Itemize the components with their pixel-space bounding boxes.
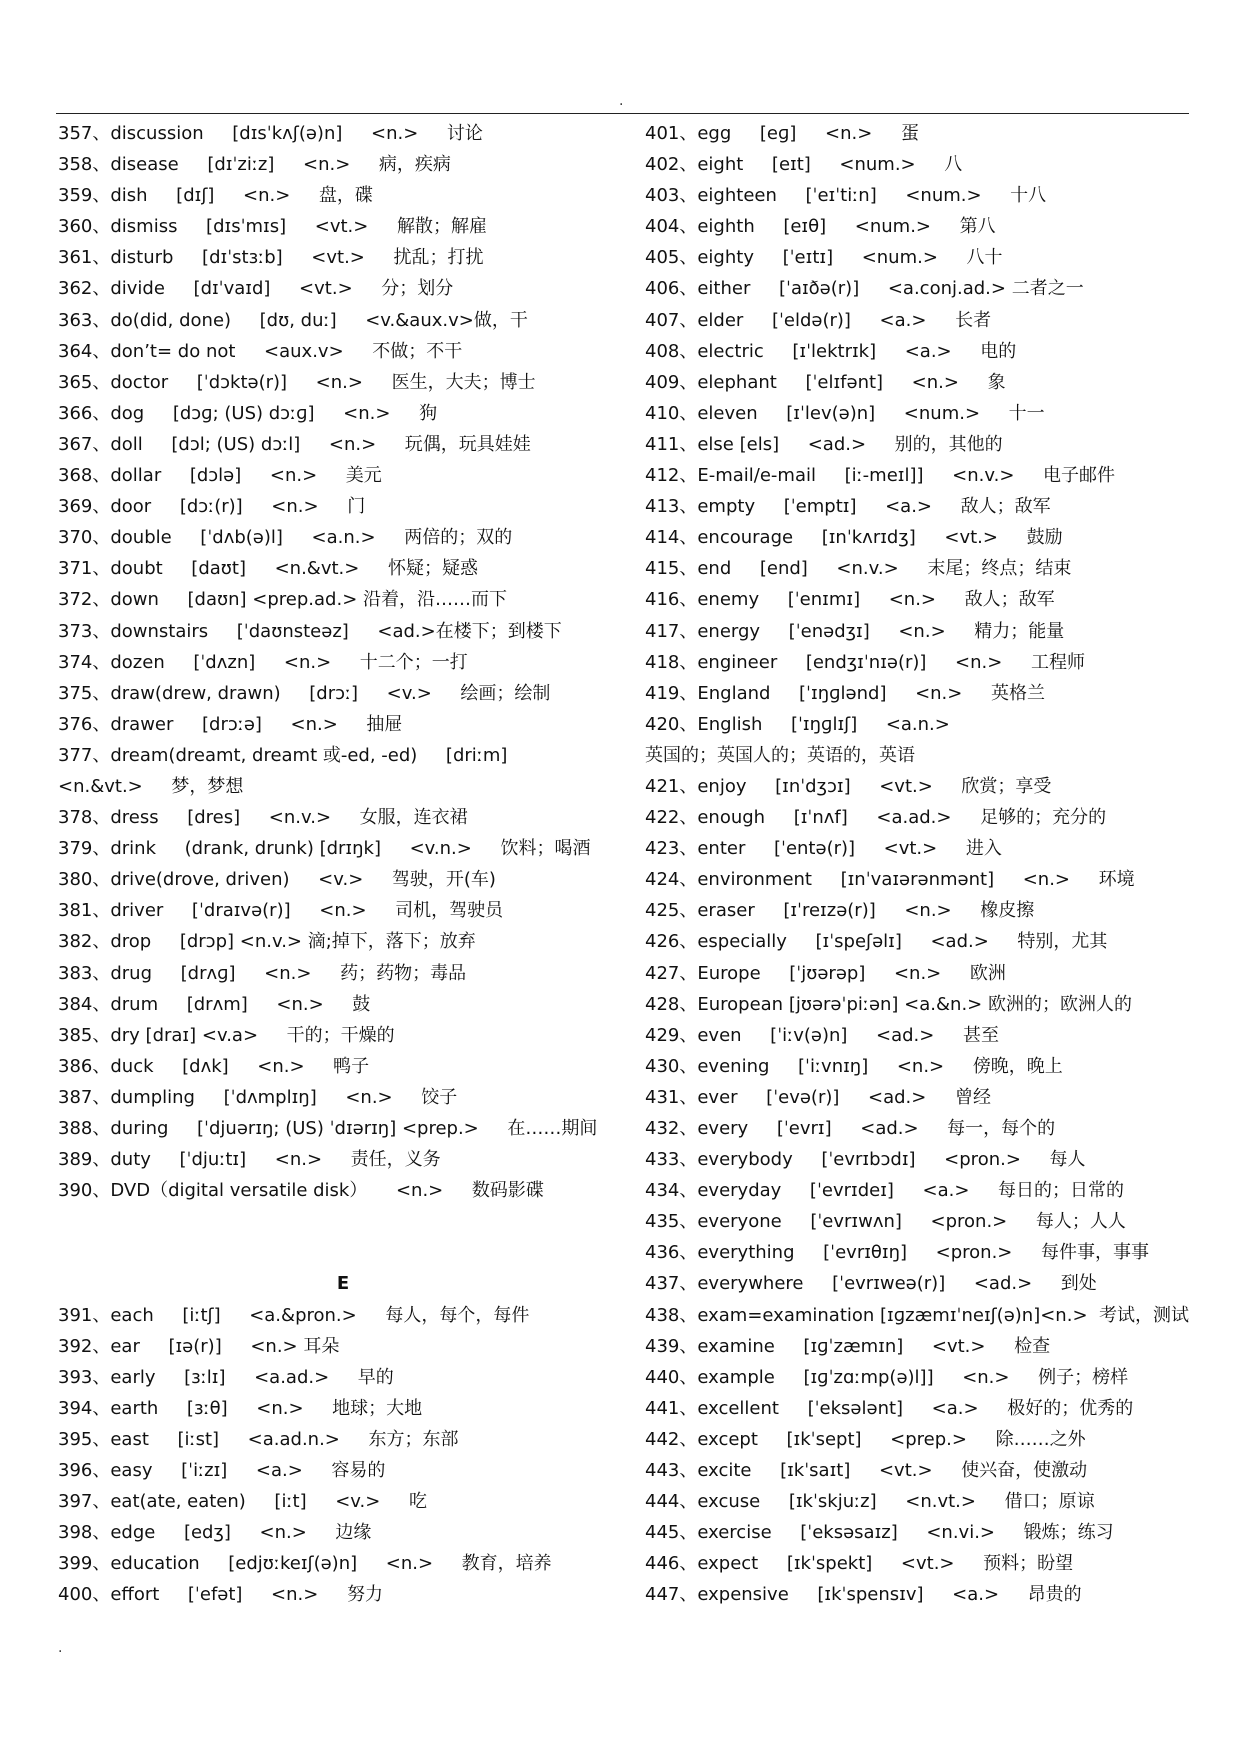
vocab-entry <box>58 1486 628 1517</box>
entry-text: 446、expect [ɪkˈspekt] <vt.> 预料；盼望 <box>645 1553 1074 1575</box>
entry-text: 389、duty [ˈdjuːtɪ] <n.> 责任，义务 <box>58 1149 441 1171</box>
vocab-entry <box>645 1082 1205 1113</box>
vocab-entry <box>58 989 628 1020</box>
vocab-entry <box>645 242 1205 273</box>
vocab-entry <box>58 211 628 242</box>
vocab-entry <box>645 1424 1205 1455</box>
entry-text: 381、driver [ˈdraɪvə(r)] <n.> 司机，驾驶员 <box>58 900 504 922</box>
entry-text: 407、elder [ˈeldə(r)] <a.> 长者 <box>645 309 992 331</box>
entry-text: 397、eat(ate, eaten) [iːt] <v.> 吃 <box>58 1491 427 1513</box>
vocab-entry <box>645 864 1205 895</box>
vocab-entry <box>645 1144 1205 1175</box>
vocab-entry <box>58 1051 628 1082</box>
vocab-entry <box>58 1455 628 1486</box>
vocab-entry <box>58 864 628 895</box>
entry-text: 437、everywhere [ˈevrɪweə(r)] <ad.> 到处 <box>645 1273 1097 1295</box>
vocab-entry <box>645 1113 1205 1144</box>
vocab-entry <box>58 616 628 647</box>
entry-text: 359、dish [dɪʃ] <n.> 盘，碟 <box>58 185 373 207</box>
vocab-entry <box>58 1082 628 1113</box>
vocab-entry <box>58 1020 628 1051</box>
vocab-entry <box>58 398 628 429</box>
entry-text: 376、drawer [drɔːə] <n.> 抽屉 <box>58 713 403 735</box>
entry-text: 406、either [ˈaɪðə(r)] <a.conj.ad.> 二者之一 <box>645 278 1084 300</box>
entry-text: 428、European [jʊərəˈpiːən] <a.&n.> 欧洲的；欧洲人的 <box>645 993 1132 1015</box>
entry-text: 434、everyday [ˈevrɪdeɪ] <a.> 每日的；日常的 <box>645 1180 1125 1202</box>
top-dot-mark: . <box>619 93 624 109</box>
entry-text: 375、draw(drew, drawn) [drɔː] <v.> 绘画；绘制 <box>58 682 551 704</box>
entry-text: 435、everyone [ˈevrɪwʌn] <pron.> 每人；人人 <box>645 1211 1126 1233</box>
entry-text: 415、end [end] <n.v.> 末尾；终点；结束 <box>645 558 1072 580</box>
vocab-entry <box>645 118 1205 149</box>
vocab-entry <box>58 180 628 211</box>
bottom-dot-mark: . <box>58 1640 63 1656</box>
vocab-entry <box>645 1206 1205 1237</box>
entry-text: 366、dog [dɔɡ; (US) dɔːɡ] <n.> 狗 <box>58 402 438 424</box>
entry-text: 447、expensive [ɪkˈspensɪv] <a.> 昂贵的 <box>645 1584 1082 1606</box>
vocab-entry <box>645 460 1205 491</box>
entry-text: 429、even [ˈiːv(ə)n] <ad.> 甚至 <box>645 1024 999 1046</box>
entry-text: 360、dismiss [dɪsˈmɪs] <vt.> 解散；解雇 <box>58 216 487 238</box>
entry-text: 367、doll [dɔl; (US) dɔːl] <n.> 玩偶，玩具娃娃 <box>58 433 531 455</box>
entry-text: 414、encourage [ɪnˈkʌrɪdʒ] <vt.> 鼓励 <box>645 527 1063 549</box>
vocab-entry <box>645 180 1205 211</box>
entry-text: 379、drink (drank, drunk) [drɪŋk] <v.n.> 饮料；喝酒 <box>58 838 591 860</box>
entry-text: 413、empty [ˈemptɪ] <a.> 敌人；敌军 <box>645 496 1051 518</box>
vocab-entry <box>645 553 1205 584</box>
entry-text: 380、drive(drove, driven) <v.> 驾驶，开(车) <box>58 869 496 891</box>
entry-text: 417、energy [ˈenədʒɪ] <n.> 精力；能量 <box>645 620 1065 642</box>
entry-text: 419、England [ˈɪŋɡlənd] <n.> 英格兰 <box>645 682 1045 704</box>
vocab-entry <box>58 647 628 678</box>
entry-text: 365、doctor [ˈdɔktə(r)] <n.> 医生，大夫；博士 <box>58 371 536 393</box>
vocab-entry <box>645 429 1205 460</box>
vocab-entry <box>645 833 1205 864</box>
entry-text: 412、E-mail/e-mail [iː-meɪl]] <n.v.> 电子邮件 <box>645 465 1116 487</box>
entry-text: 361、disturb [dɪˈstɜːb] <vt.> 扰乱；打扰 <box>58 247 484 269</box>
entry-text: 418、engineer [endʒɪˈnɪə(r)] <n.> 工程师 <box>645 651 1085 673</box>
entry-text: 420、English [ˈɪŋɡlɪʃ] <a.n.> <box>645 713 950 735</box>
vocab-entry <box>645 647 1205 678</box>
entry-text: 438、exam=examination [ɪɡzæmɪˈneɪʃ(ə)n]<n.> 考试，测试 <box>645 1304 1189 1326</box>
entry-text: 405、eighty [ˈeɪtɪ] <num.> 八十 <box>645 247 1003 269</box>
vocab-entry <box>645 926 1205 957</box>
entry-text: 439、examine [ɪɡˈzæmɪn] <vt.> 检查 <box>645 1335 1051 1357</box>
entry-text: 423、enter [ˈentə(r)] <vt.> 进入 <box>645 838 1002 860</box>
vocab-entry <box>58 1393 628 1424</box>
vocab-entry <box>645 709 1205 740</box>
vocab-entry <box>58 895 628 926</box>
vocab-entry <box>58 1331 628 1362</box>
vocab-entry <box>58 1579 628 1610</box>
entry-text: 377、dream(dreamt, dreamt 或-ed, -ed) [driːm] <box>58 744 508 766</box>
vocab-entry <box>58 553 628 584</box>
entry-text: 431、ever [ˈevə(r)] <ad.> 曾经 <box>645 1086 991 1108</box>
entry-text: 443、excite [ɪkˈsaɪt] <vt.> 使兴奋，使激动 <box>645 1460 1088 1482</box>
entry-text: 393、early [ɜːlɪ] <a.ad.> 早的 <box>58 1366 394 1388</box>
entry-text: <n.&vt.> 梦，梦想 <box>58 775 244 797</box>
entry-text: 433、everybody [ˈevrɪbɔdɪ] <pron.> 每人 <box>645 1149 1086 1171</box>
vocab-entry <box>58 678 628 709</box>
entry-text: 372、down [daʊn] <prep.ad.> 沿着，沿……而下 <box>58 589 507 611</box>
entry-text: 402、eight [eɪt] <num.> 八 <box>645 154 963 176</box>
vocab-entry <box>58 1113 628 1144</box>
entry-text: 416、enemy [ˈenɪmɪ] <n.> 敌人；敌军 <box>645 589 1055 611</box>
entry-text: 英国的；英国人的；英语的，英语 <box>645 744 915 766</box>
vocab-entry <box>645 1020 1205 1051</box>
entry-text: 382、drop [drɔp] <n.v.> 滴;掉下，落下；放弃 <box>58 931 476 953</box>
entry-text: 436、everything [ˈevrɪθɪŋ] <pron.> 每件事，事事 <box>645 1242 1149 1264</box>
entry-text: 387、dumpling [ˈdʌmplɪŋ] <n.> 饺子 <box>58 1086 458 1108</box>
vocab-entry <box>58 926 628 957</box>
vocab-entry <box>645 367 1205 398</box>
entry-text: 357、discussion [dɪsˈkʌʃ(ə)n] <n.> 讨论 <box>58 123 483 144</box>
vocab-entry <box>645 1486 1205 1517</box>
entry-text: 383、drug [drʌɡ] <n.> 药；药物；毒品 <box>58 962 467 984</box>
entry-text: 442、except [ɪkˈsept] <prep.> 除……之外 <box>645 1428 1086 1450</box>
vocab-entry <box>645 1237 1205 1268</box>
vocab-entry <box>645 211 1205 242</box>
vocab-entry <box>58 584 628 615</box>
entry-text: 445、exercise [ˈeksəsaɪz] <n.vi.> 锻炼；练习 <box>645 1522 1114 1544</box>
entry-text: 358、disease [dɪˈziːz] <n.> 病，疾病 <box>58 154 451 176</box>
entry-text: 421、enjoy [ɪnˈdʒɔɪ] <vt.> 欣赏；享受 <box>645 775 1052 797</box>
vocab-entry <box>58 709 628 740</box>
entry-text: 386、duck [dʌk] <n.> 鸭子 <box>58 1055 370 1077</box>
vocab-entry <box>58 1424 628 1455</box>
vocab-entry <box>645 895 1205 926</box>
vocab-entry <box>58 958 628 989</box>
vocab-entry <box>645 1548 1205 1579</box>
vocab-entry <box>645 336 1205 367</box>
vocab-entry <box>645 584 1205 615</box>
vocab-entry <box>645 1455 1205 1486</box>
vocab-entry <box>645 1300 1205 1331</box>
entry-text: 409、elephant [ˈelɪfənt] <n.> 象 <box>645 371 1006 393</box>
vocab-entry <box>645 740 1205 771</box>
right-column <box>645 118 1205 1611</box>
vocab-entry <box>645 1517 1205 1548</box>
entry-text: 408、electric [ɪˈlektrɪk] <a.> 电的 <box>645 340 1017 362</box>
entry-text: 384、drum [drʌm] <n.> 鼓 <box>58 993 371 1015</box>
entry-text: 371、doubt [daʊt] <n.&vt.> 怀疑；疑惑 <box>58 558 478 580</box>
vocab-entry <box>645 1175 1205 1206</box>
vocab-entry <box>58 802 628 833</box>
entry-text: 385、dry [draɪ] <v.a> 干的；干燥的 <box>58 1024 395 1046</box>
vocab-entry <box>645 1362 1205 1393</box>
entry-text: 391、each [iːtʃ] <a.&pron.> 每人，每个，每件 <box>58 1304 530 1326</box>
entry-text: 432、every [ˈevrɪ] <ad.> 每一，每个的 <box>645 1118 1056 1139</box>
entry-text: 368、dollar [dɔlə] <n.> 美元 <box>58 465 382 487</box>
vocab-entry <box>645 1579 1205 1610</box>
vocab-entry <box>58 118 628 149</box>
entry-text: 411、else [els] <ad.> 别的，其他的 <box>645 433 1003 455</box>
entry-text: 401、egg [eɡ] <n.> 蛋 <box>645 123 919 144</box>
vocab-entry <box>645 1268 1205 1299</box>
vocab-entry <box>58 1362 628 1393</box>
vocab-entry <box>58 740 628 771</box>
vocab-entry <box>58 273 628 304</box>
vocab-entry <box>58 305 628 336</box>
entry-text: 369、door [dɔː(r)] <n.> 门 <box>58 496 366 518</box>
vocab-entry <box>645 958 1205 989</box>
entry-text: 404、eighth [eɪθ] <num.> 第八 <box>645 216 996 238</box>
entry-text: 444、excuse [ɪkˈskjuːz] <n.vt.> 借口；原谅 <box>645 1491 1095 1513</box>
vocab-entry <box>645 678 1205 709</box>
vocab-entry <box>645 1051 1205 1082</box>
entry-text: 373、downstairs [ˈdaʊnsteəz] <ad.>在楼下；到楼下 <box>58 620 562 642</box>
entry-text: 394、earth [ɜːθ] <n.> 地球；大地 <box>58 1397 423 1419</box>
vocab-entry <box>645 771 1205 802</box>
entry-text: 427、Europe [ˈjʊərəp] <n.> 欧洲 <box>645 962 1006 984</box>
vocab-entry <box>645 305 1205 336</box>
entry-text: 374、dozen [ˈdʌzn] <n.> 十二个；一打 <box>58 651 468 673</box>
vocab-entry <box>58 1144 628 1175</box>
vocab-entry <box>58 522 628 553</box>
entry-text: 426、especially [ɪˈspeʃəlɪ] <ad.> 特别，尤其 <box>645 931 1108 953</box>
vocab-entry <box>645 522 1205 553</box>
entry-text: 395、east [iːst] <a.ad.n.> 东方；东部 <box>58 1428 459 1450</box>
entry-text: 425、eraser [ɪˈreɪzə(r)] <n.> 橡皮擦 <box>645 900 1035 922</box>
entry-text: 422、enough [ɪˈnʌf] <a.ad.> 足够的；充分的 <box>645 807 1107 829</box>
left-column <box>58 118 628 1611</box>
vocab-entry <box>645 273 1205 304</box>
entry-text: 363、do(did, done) [dʊ, duː] <v.&aux.v>做，干 <box>58 309 528 331</box>
entry-text: 440、example [ɪɡˈzɑːmp(ə)l]] <n.> 例子；榜样 <box>645 1366 1129 1388</box>
vocab-entry <box>58 1206 628 1237</box>
vocab-entry <box>645 1393 1205 1424</box>
header-rule <box>56 113 1189 114</box>
vocab-entry <box>58 1175 628 1206</box>
vocab-entry <box>58 336 628 367</box>
entry-text: 400、effort [ˈefət] <n.> 努力 <box>58 1584 383 1606</box>
entry-text: 362、divide [dɪˈvaɪd] <vt.> 分；划分 <box>58 278 454 300</box>
vocab-entry <box>58 1300 628 1331</box>
vocab-entry <box>58 367 628 398</box>
vocab-entry <box>58 429 628 460</box>
entry-text: 403、eighteen [ˈeɪˈtiːn] <num.> 十八 <box>645 185 1047 207</box>
entry-text: 399、education [edjʊːkeɪʃ(ə)n] <n.> 教育，培养 <box>58 1553 552 1575</box>
entry-text: 398、edge [edʒ] <n.> 边缘 <box>58 1522 372 1544</box>
vocab-entry <box>58 771 628 802</box>
entry-text: 424、environment [ɪnˈvaɪərənmənt] <n.> 环境 <box>645 869 1135 891</box>
entry-text: 441、excellent [ˈeksələnt] <a.> 极好的；优秀的 <box>645 1397 1134 1419</box>
vocab-entry <box>58 460 628 491</box>
entry-text: E <box>336 1273 350 1295</box>
entry-text: 388、during [ˈdjuərɪŋ; (US) ˈdɪərɪŋ] <prep.> 在……期间 <box>58 1118 598 1139</box>
vocab-entry <box>645 802 1205 833</box>
entry-text: 392、ear [ɪə(r)] <n.> 耳朵 <box>58 1335 340 1357</box>
entry-text: 370、double [ˈdʌb(ə)l] <a.n.> 两倍的；双的 <box>58 527 513 549</box>
entry-text: 396、easy [ˈiːzɪ] <a.> 容易的 <box>58 1460 386 1482</box>
entry-text: 364、don’t= do not <aux.v> 不做；不干 <box>58 340 463 362</box>
vocab-entry <box>645 491 1205 522</box>
vocab-entry <box>645 1331 1205 1362</box>
entry-text: 378、dress [dres] <n.v.> 女服，连衣裙 <box>58 807 468 829</box>
vocab-entry <box>645 989 1205 1020</box>
vocab-entry <box>58 149 628 180</box>
vocab-entry <box>645 149 1205 180</box>
vocab-entry <box>645 616 1205 647</box>
vocab-entry <box>58 833 628 864</box>
vocab-entry <box>58 491 628 522</box>
vocab-entry <box>58 1548 628 1579</box>
vocab-entry <box>58 1517 628 1548</box>
vocab-entry <box>58 1237 628 1268</box>
entry-text: 390、DVD（digital versatile disk） <n.> 数码影碟 <box>58 1180 544 1202</box>
vocab-entry <box>58 242 628 273</box>
entry-text: 410、eleven [ɪˈlev(ə)n] <num.> 十一 <box>645 402 1045 424</box>
vocab-entry <box>645 398 1205 429</box>
section-heading <box>58 1268 628 1299</box>
entry-text: 430、evening [ˈiːvnɪŋ] <n.> 傍晚，晚上 <box>645 1055 1063 1077</box>
